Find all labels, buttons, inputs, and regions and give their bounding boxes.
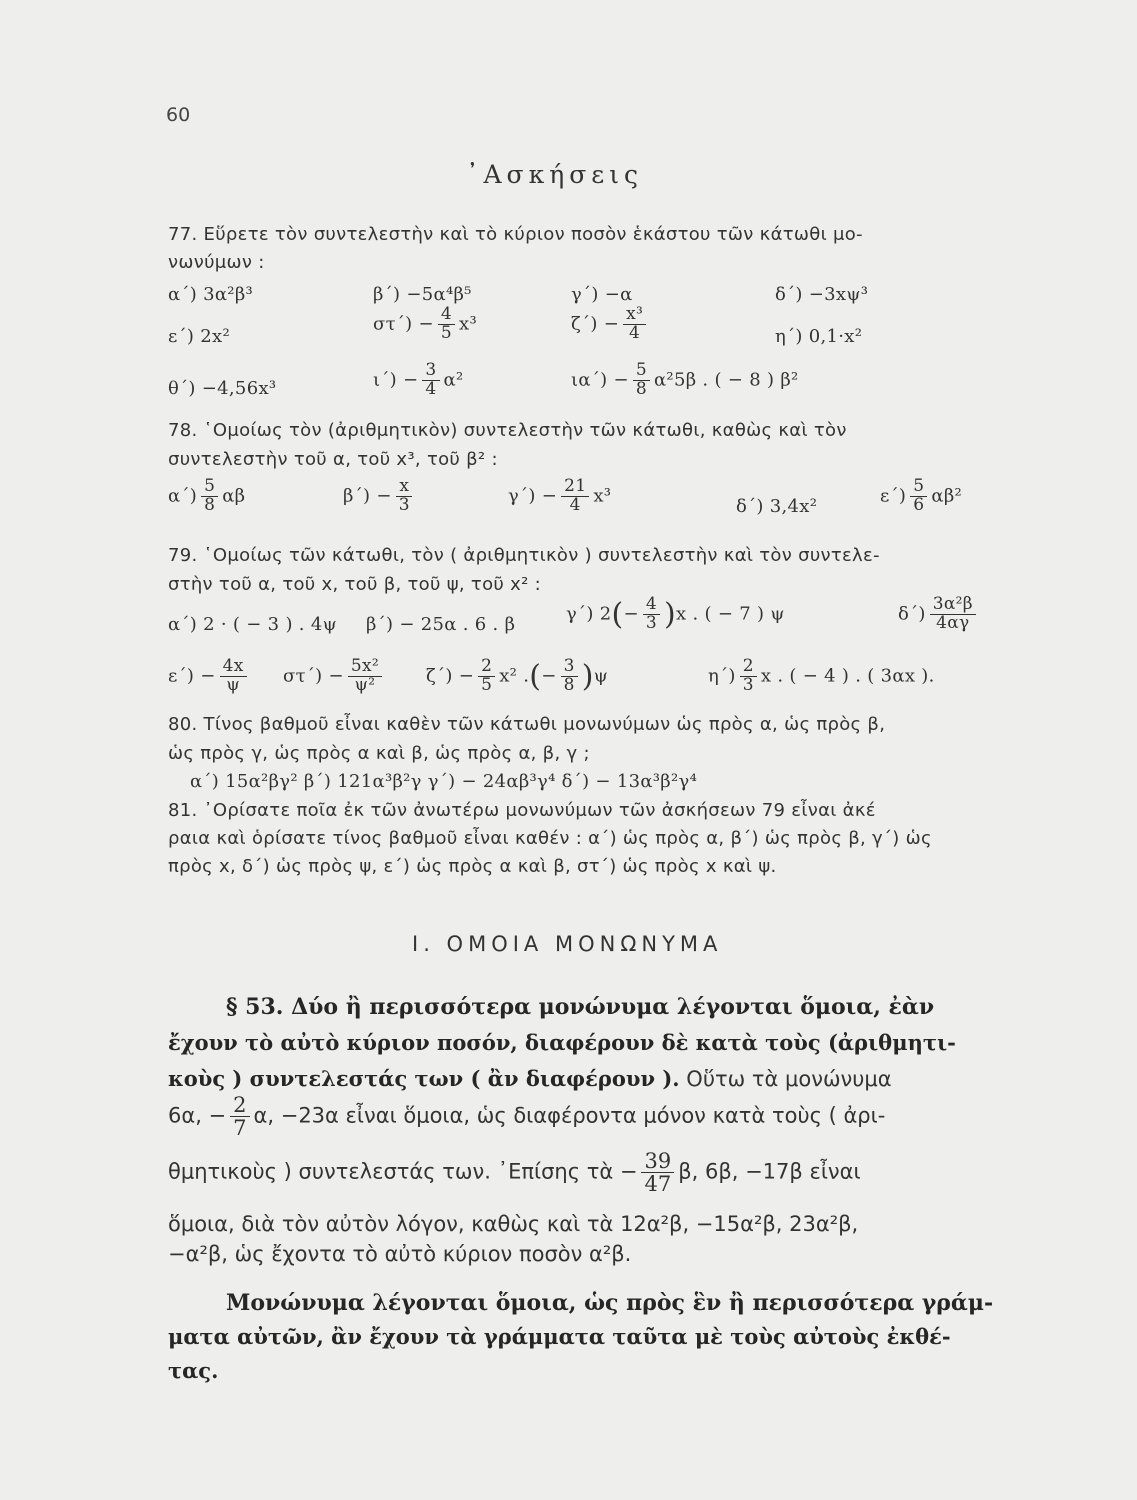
- numerator: x: [396, 478, 412, 497]
- denominator: ψ: [226, 674, 240, 695]
- ex79-z-mid: x² .: [499, 665, 530, 687]
- rule-line-3: τας.: [168, 1358, 219, 1383]
- ex78-intro-1: 78. ῾Ομοίως τὸν (ἀριθμητικὸν) συντελεστὴν τῶν κάτωθι, καθὼς καὶ τὸν: [168, 420, 847, 441]
- ex79-intro-2: στὴν τοῦ α, τοῦ x, τοῦ β, τοῦ ψ, τοῦ x² :: [168, 574, 541, 595]
- ex78-intro-2: συντελεστὴν τοῦ α, τοῦ x³, τοῦ β² :: [168, 449, 498, 470]
- ex81-line-3: πρὸς x, δ΄) ὡς πρὸς ψ, ε΄) ὡς πρὸς α καὶ β, στ΄) ὡς πρὸς x καὶ ψ.: [168, 856, 777, 877]
- denominator: 8: [635, 378, 647, 399]
- ex79-z-tail: ψ: [593, 665, 609, 687]
- numerator: 4x: [220, 658, 247, 677]
- ex79-item-z: ζ΄) − $\frac{2}{5}$ x² .(− $\frac{3}{8}$ )ψ: [426, 656, 609, 695]
- denominator: 7: [233, 1116, 247, 1141]
- ex79-st-label: στ΄) −: [283, 665, 344, 687]
- numerator: 3: [422, 362, 439, 381]
- ex77-item-st: [373, 306, 477, 343]
- ex78-a-label: α΄): [168, 485, 198, 507]
- ex78-a-fraction: [201, 478, 218, 515]
- ex77-st-fraction: [438, 306, 455, 343]
- par53-line-3-bold: κοὺς ) συντελεστάς των ( ἂν διαφέρουν ).: [168, 1066, 680, 1091]
- ex78-item-e: [880, 478, 962, 515]
- ex78-e-tail: αβ²: [931, 485, 963, 507]
- ex77-item-i: [373, 362, 464, 399]
- numerator: 2: [740, 658, 757, 677]
- ex79-e-fraction: [220, 658, 247, 695]
- ex77-st-tail: x³: [459, 313, 477, 335]
- ex79-e-label: ε΄) −: [168, 665, 216, 687]
- numerator: 3: [561, 658, 578, 677]
- ex80-intro-2: ὡς πρὸς γ, ὡς πρὸς α καὶ β, ὡς πρὸς α, β, γ ;: [168, 743, 590, 764]
- par53-line-4-a: 6α, −: [168, 1103, 227, 1128]
- par53-line-4-fraction: [230, 1094, 249, 1139]
- ex77-intro-2: νωνύμων :: [168, 252, 265, 273]
- ex77-i-tail: α²: [443, 369, 464, 391]
- numerator: 5: [910, 478, 927, 497]
- ex79-d-fraction: [930, 596, 976, 633]
- par53-line-5-a: θμητικοὺς ) συντελεστάς των. ᾽Επίσης τὰ −: [168, 1159, 638, 1184]
- ex79-item-d: [898, 596, 980, 633]
- ex79-item-e: [168, 658, 251, 695]
- par53-line-6: ὅμοια, διὰ τὸν αὐτὸν λόγον, καθὼς καὶ τὰ 12α²β, −15α²β, 23α²β,: [168, 1212, 859, 1236]
- numerator: 5: [633, 362, 650, 381]
- numerator: 21: [561, 478, 589, 497]
- denominator: 4: [629, 322, 641, 343]
- numerator: 5x²: [348, 658, 382, 677]
- par53-line-3: [168, 1066, 892, 1091]
- ex79-item-b: β΄) − 25α . 6 . β: [366, 614, 516, 635]
- ex77-intro-1: 77. Εὕρετε τὸν συντελεστὴν καὶ τὸ κύριον ποσὸν ἑκάστου τῶν κάτωθι μο-: [168, 224, 863, 245]
- ex78-g-fraction: [561, 478, 589, 515]
- denominator: 4αγ: [936, 612, 970, 633]
- numerator: 3α²β: [930, 596, 976, 615]
- ex78-a-tail: αβ: [222, 485, 246, 507]
- denominator: 3: [645, 612, 657, 633]
- par53-line-3-rest: Οὕτω τὰ μονώνυμα: [679, 1067, 892, 1091]
- denominator: 3: [398, 494, 410, 515]
- par53-line-4: [168, 1094, 885, 1139]
- denominator: 5: [481, 674, 493, 695]
- open-paren: (: [611, 596, 624, 632]
- ex77-item-a: α΄) 3α²β³: [168, 284, 254, 305]
- ex79-st-fraction: [348, 658, 382, 695]
- ex77-item-ia: [571, 362, 799, 399]
- ex79-h-tail: x . ( − 4 ) . ( 3αx ).: [760, 665, 935, 687]
- ex78-e-fraction: [910, 478, 927, 515]
- par53-line-2: ἔχουν τὸ αὐτὸ κύριον ποσόν, διαφέρουν δὲ κατὰ τοὺς (ἀριθμητι-: [168, 1030, 956, 1055]
- ex77-z-fraction: [623, 306, 646, 343]
- par53-line-5-b: β, 6β, −17β εἶναι: [678, 1159, 861, 1184]
- rule-line-2: ματα αὐτῶν, ἂν ἔχουν τὰ γράμματα ταῦτα μὲ τοὺς αὐτοὺς ἐκθέ-: [168, 1324, 951, 1349]
- ex78-g-label: γ΄) −: [508, 485, 558, 507]
- ex81-line-1: 81. ᾿Ορίσατε ποῖα ἐκ τῶν ἀνωτέρω μονωνύμων τῶν ἀσκήσεων 79 εἶναι ἀκέ: [168, 800, 876, 821]
- ex80-intro-1: 80. Τίνος βαθμοῦ εἶναι καθὲν τῶν κάτωθι μονωνύμων ὡς πρὸς α, ὡς πρὸς β,: [168, 714, 886, 735]
- denominator: 6: [913, 494, 925, 515]
- ex78-e-label: ε΄): [880, 485, 907, 507]
- ex78-b-label: β΄) −: [343, 485, 392, 507]
- ex78-item-d: δ΄) 3,4x²: [736, 496, 818, 517]
- ex77-i-fraction: [422, 362, 439, 399]
- ex77-item-z: [571, 306, 650, 343]
- denominator: ψ²: [354, 674, 376, 695]
- ex78-b-fraction: [396, 478, 413, 515]
- numerator: 5: [201, 478, 218, 497]
- ex79-z2-fraction: [561, 658, 578, 695]
- ex77-item-g: γ΄) −α: [571, 284, 633, 305]
- denominator: 3: [742, 674, 754, 695]
- ex77-ia-tail: α²5β . ( − 8 ) β²: [653, 369, 799, 391]
- ex78-item-a: [168, 478, 245, 515]
- ex77-item-d: δ΄) −3xψ³: [775, 284, 869, 305]
- ex78-g-tail: x³: [593, 485, 612, 507]
- section-heading: I. ΟΜΟΙΑ ΜΟΝΩΝΥΜΑ: [412, 932, 723, 956]
- rule-line-1: Μονώνυμα λέγονται ὅμοια, ὡς πρὸς ἓν ἢ περισσότερα γράμ-: [226, 1290, 994, 1316]
- section-title: ᾽Ασκήσεις: [466, 160, 644, 189]
- ex79-item-g: γ΄) 2(− $\frac{4}{3}$ )x . ( − 7 ) ψ: [566, 594, 785, 633]
- denominator: 8: [563, 674, 575, 695]
- denominator: 5: [440, 322, 452, 343]
- ex79-g-label: γ΄) 2: [566, 603, 612, 625]
- close-paren: ): [664, 596, 677, 632]
- ex80-items: α΄) 15α²βγ² β΄) 121α³β²γ γ΄) − 24αβ³γ⁴ δ΄) − 13α³β²γ⁴: [190, 771, 698, 792]
- numerator: x³: [623, 306, 646, 325]
- par53-line-5: [168, 1150, 861, 1195]
- denominator: 47: [644, 1172, 672, 1197]
- ex79-g-tail: x . ( − 7 ) ψ: [676, 603, 785, 625]
- numerator: 39: [641, 1150, 674, 1173]
- par53-line-1: § 53. Δύο ἢ περισσότερα μονώνυμα λέγονται ὅμοια, ἐὰν: [226, 994, 935, 1020]
- ex79-d-label: δ΄): [898, 603, 926, 625]
- ex77-ia-label: ια΄) −: [571, 369, 629, 391]
- ex79-item-st: [283, 658, 386, 695]
- numerator: 2: [230, 1094, 249, 1117]
- numerator: 4: [438, 306, 455, 325]
- denominator: 4: [425, 378, 437, 399]
- ex81-line-2: ραια καὶ ὁρίσατε τίνος βαθμοῦ εἶναι καθέν : α΄) ὡς πρὸς α, β΄) ὡς πρὸς β, γ΄) ὡς: [168, 828, 932, 849]
- close-paren: ): [581, 658, 594, 694]
- open-paren: (: [529, 658, 542, 694]
- ex77-item-h: η΄) 0,1·x²: [775, 326, 863, 347]
- ex77-i-label: ι΄) −: [373, 369, 419, 391]
- ex79-z-label: ζ΄) −: [426, 665, 475, 687]
- ex79-item-h: [708, 658, 935, 695]
- ex79-g-fraction: [643, 596, 660, 633]
- ex79-h-fraction: [740, 658, 757, 695]
- ex79-item-a: α΄) 2 · ( − 3 ) . 4ψ: [168, 614, 337, 635]
- ex79-h-label: η΄): [708, 665, 736, 687]
- ex77-z-label: ζ΄) −: [571, 313, 620, 335]
- par53-line-4-b: α, −23α εἶναι ὅμοια, ὡς διαφέροντα μόνον κατὰ τοὺς ( ἀρι-: [253, 1103, 886, 1128]
- page-number: 60: [166, 104, 191, 126]
- ex78-item-g: [508, 478, 611, 515]
- par53-line-5-fraction: [641, 1150, 674, 1195]
- ex77-st-label: στ΄) −: [373, 313, 434, 335]
- numerator: 2: [478, 658, 495, 677]
- numerator: 4: [643, 596, 660, 615]
- ex79-intro-1: 79. ῾Ομοίως τῶν κάτωθι, τὸν ( ἀριθμητικὸν ) συντελεστὴν καὶ τὸν συντελε-: [168, 545, 880, 566]
- ex77-ia-fraction: [633, 362, 650, 399]
- denominator: 8: [204, 494, 216, 515]
- ex77-item-e: ε΄) 2x²: [168, 326, 230, 347]
- denominator: 4: [569, 494, 581, 515]
- ex79-z-fraction: [478, 658, 495, 695]
- ex78-item-b: [343, 478, 417, 515]
- ex77-item-th: θ΄) −4,56x³: [168, 378, 277, 399]
- par53-line-7: −α²β, ὡς ἔχοντα τὸ αὐτὸ κύριον ποσὸν α²β.: [168, 1242, 632, 1266]
- ex77-item-b: β΄) −5α⁴β⁵: [373, 284, 472, 305]
